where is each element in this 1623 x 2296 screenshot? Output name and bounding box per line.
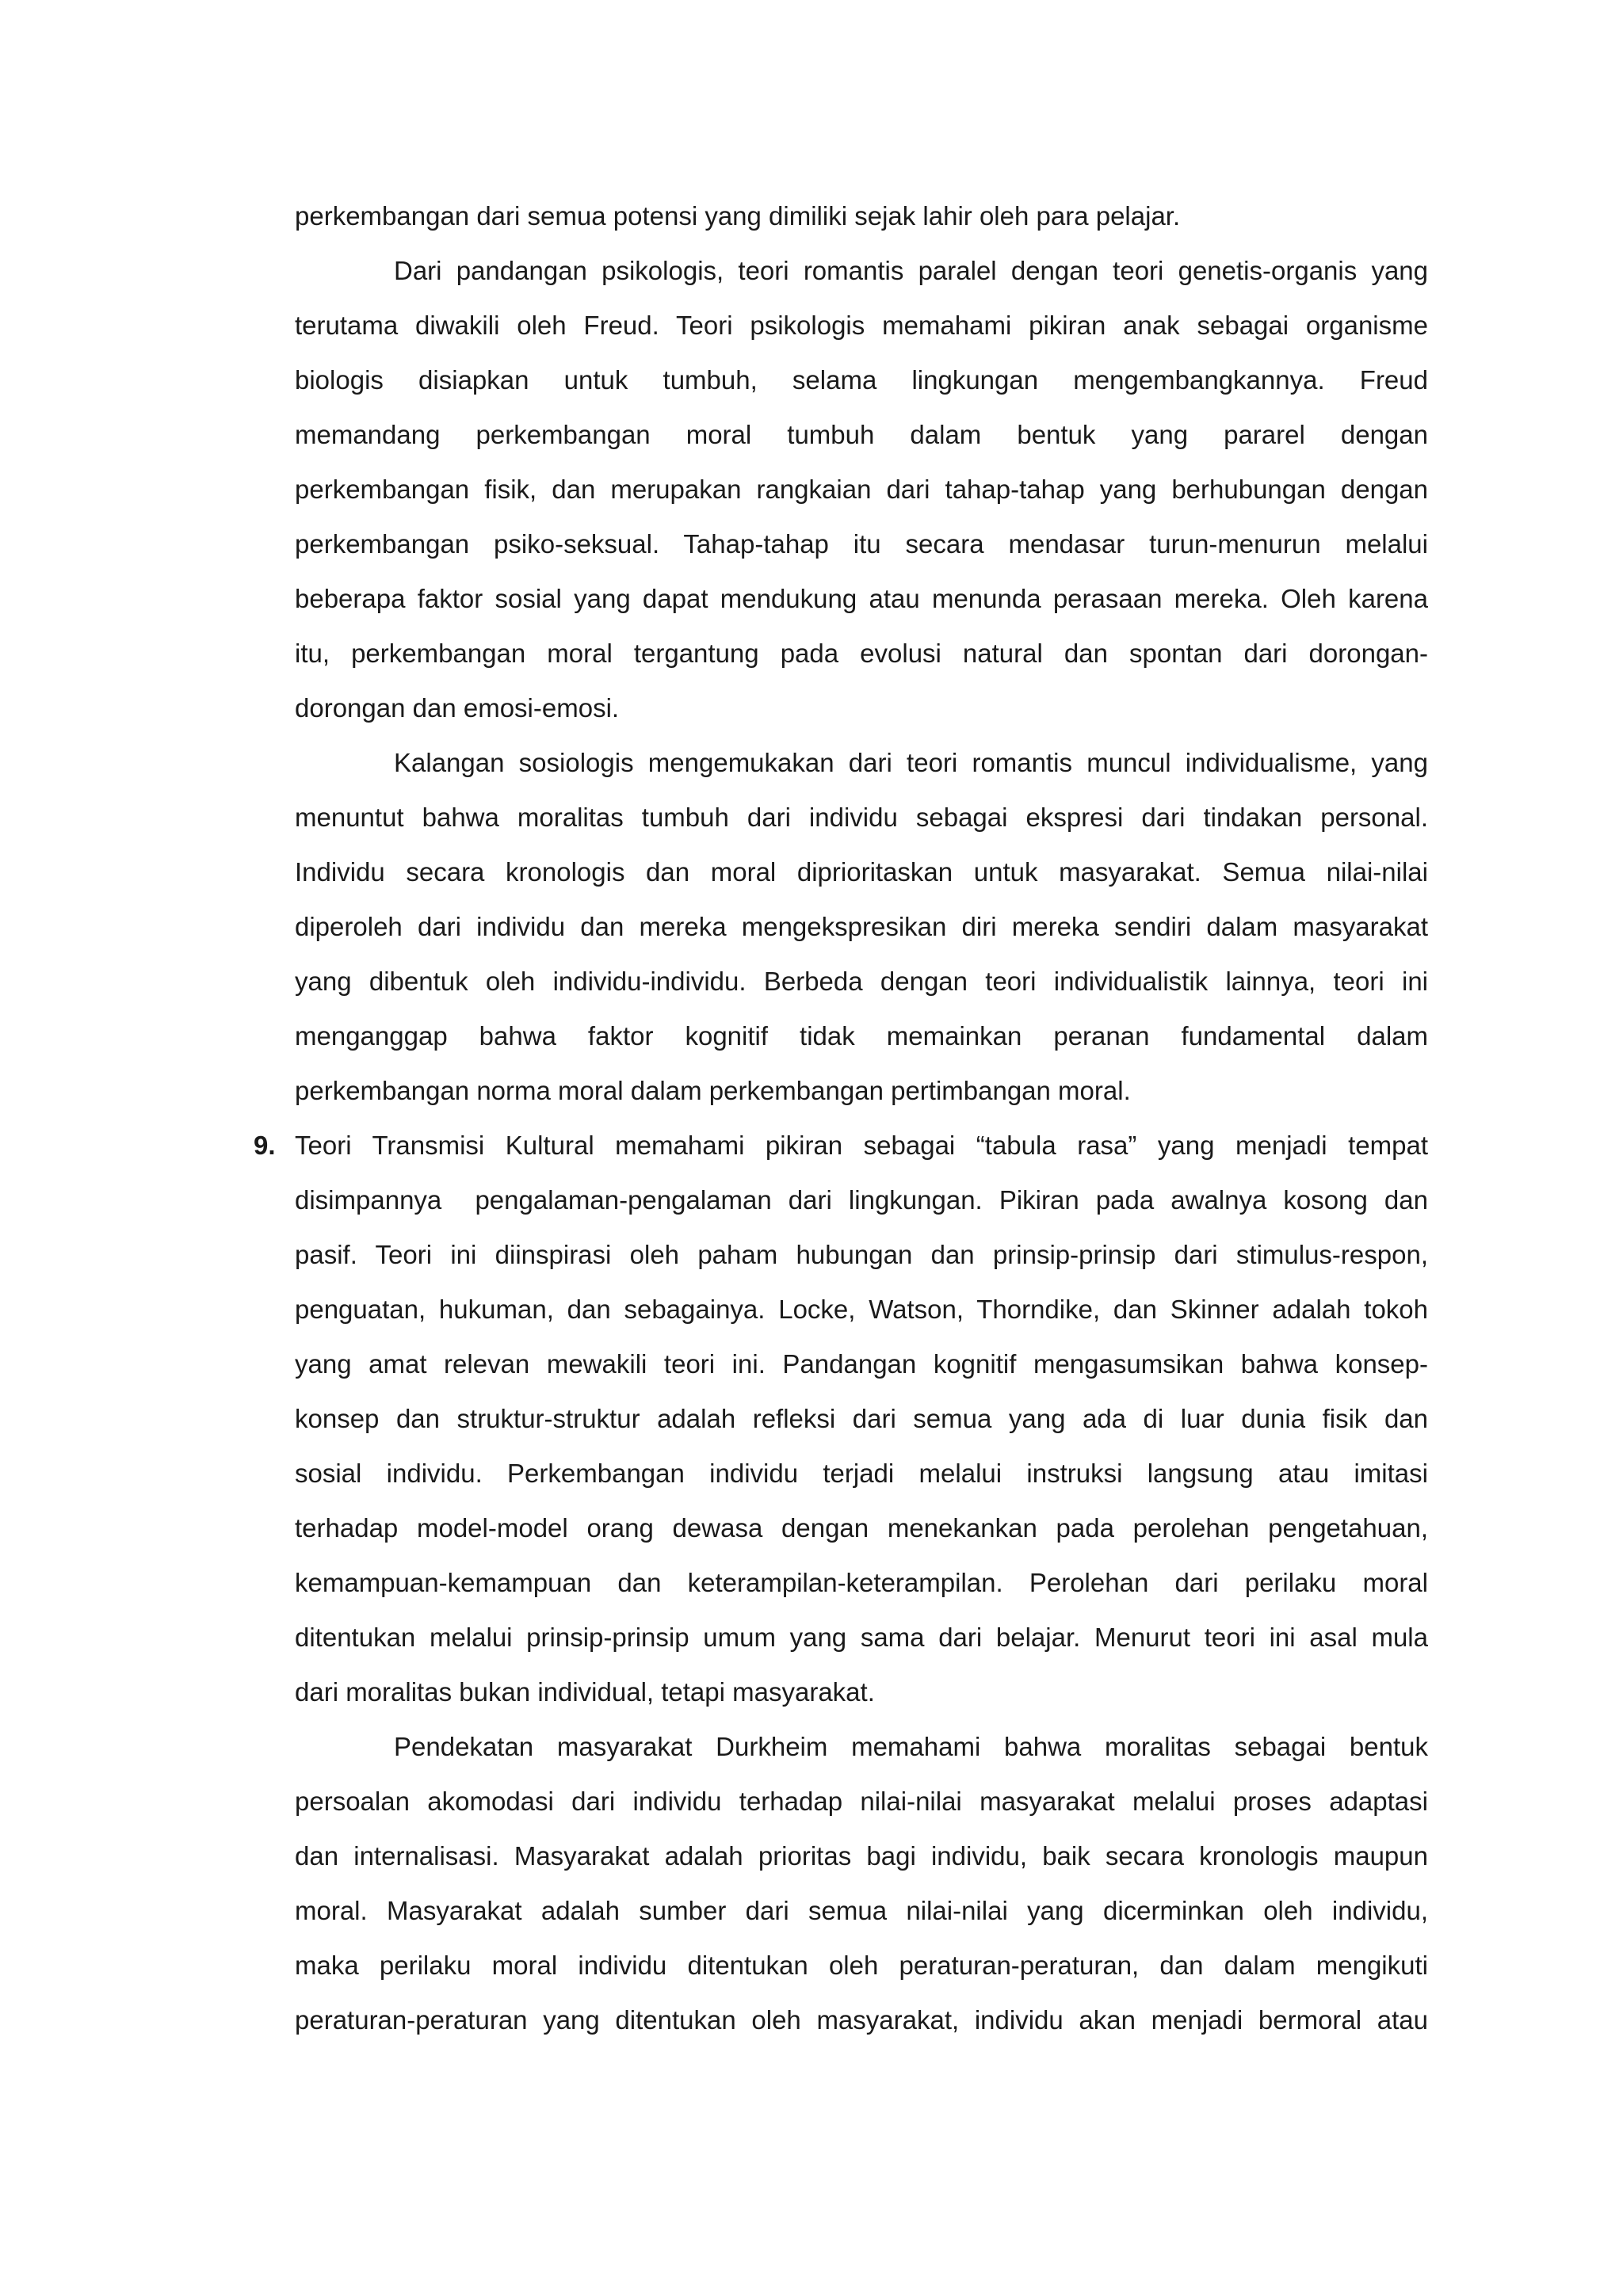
text-line: diperoleh dari individu dan mereka mengekspresikan diri mereka sendiri dalam masyarakat xyxy=(295,912,1428,941)
text-line: Individu secara kronologis dan moral diprioritaskan untuk masyarakat. Semua nilai-nilai xyxy=(295,857,1428,887)
text-line: Pendekatan masyarakat Durkheim memahami bahwa moralitas sebagai bentuk xyxy=(394,1732,1428,1761)
text-line: menganggap bahwa faktor kognitif tidak memainkan peranan fundamental dalam xyxy=(295,1021,1428,1051)
text-line: Kalangan sosiologis mengemukakan dari teori romantis muncul individualisme, yang xyxy=(394,748,1428,777)
paragraph-freud xyxy=(295,243,1428,735)
document-body xyxy=(254,189,1428,2047)
text-line: perkembangan dari semua potensi yang dimiliki sejak lahir oleh para pelajar. xyxy=(295,201,1181,231)
paragraph-sociology xyxy=(295,735,1428,1118)
text-line: peraturan-peraturan yang ditentukan oleh masyarakat, individu akan menjadi bermoral atau xyxy=(295,2005,1428,2035)
text-line: memandang perkembangan moral tumbuh dalam bentuk yang pararel dengan xyxy=(295,420,1428,449)
list-item-9 xyxy=(254,1118,1428,1719)
text-line: menuntut bahwa moralitas tumbuh dari individu sebagai ekspresi dari tindakan personal. xyxy=(295,803,1428,832)
text-line: Dari pandangan psikologis, teori romantis paralel dengan teori genetis-organis yang xyxy=(394,256,1428,285)
text-line: dari moralitas bukan individual, tetapi masyarakat. xyxy=(295,1677,875,1707)
text-line: perkembangan fisik, dan merupakan rangkaian dari tahap-tahap yang berhubungan dengan xyxy=(295,475,1428,504)
text-line: terutama diwakili oleh Freud. Teori psikologis memahami pikiran anak sebagai organisme xyxy=(295,311,1428,340)
text-line: moral. Masyarakat adalah sumber dari semua nilai-nilai yang dicerminkan oleh individu, xyxy=(295,1896,1428,1925)
text-line: pasif. Teori ini diinspirasi oleh paham hubungan dan prinsip-prinsip dari stimulus-respon, xyxy=(295,1240,1428,1269)
text-line: disimpannya pengalaman-pengalaman dari lingkungan. Pikiran pada awalnya kosong dan xyxy=(295,1185,1428,1215)
text-line: konsep dan struktur-struktur adalah refleksi dari semua yang ada di luar dunia fisik dan xyxy=(295,1404,1428,1433)
list-number: 9. xyxy=(254,1131,276,1160)
text-line: ditentukan melalui prinsip-prinsip umum yang sama dari belajar. Menurut teori ini asal mula xyxy=(295,1623,1428,1652)
text-line: persoalan akomodasi dari individu terhadap nilai-nilai masyarakat melalui proses adaptasi xyxy=(295,1787,1428,1816)
text-line: dan internalisasi. Masyarakat adalah prioritas bagi individu, baik secara kronologis maupun xyxy=(295,1841,1428,1871)
text-line: maka perilaku moral individu ditentukan oleh peraturan-peraturan, dan dalam mengikuti xyxy=(295,1951,1428,1980)
text-line: beberapa faktor sosial yang dapat mendukung atau menunda perasaan mereka. Oleh karena xyxy=(295,584,1428,613)
text-line: itu, perkembangan moral tergantung pada evolusi natural dan spontan dari dorongan- xyxy=(295,639,1428,668)
text-line: terhadap model-model orang dewasa dengan menekankan pada perolehan pengetahuan, xyxy=(295,1513,1428,1543)
text-line: penguatan, hukuman, dan sebagainya. Locke, Watson, Thorndike, dan Skinner adalah tokoh xyxy=(295,1295,1428,1324)
paragraph-durkheim xyxy=(295,1719,1428,2047)
text-line: perkembangan norma moral dalam perkembangan pertimbangan moral. xyxy=(295,1076,1131,1105)
text-line: yang dibentuk oleh individu-individu. Berbeda dengan teori individualistik lainnya, teori ini xyxy=(295,967,1428,996)
text-line: dorongan dan emosi-emosi. xyxy=(295,693,620,723)
text-line: perkembangan psiko-seksual. Tahap-tahap itu secara mendasar turun-menurun melalui xyxy=(295,529,1428,559)
paragraph-continuation xyxy=(295,189,1428,243)
text-line: biologis disiapkan untuk tumbuh, selama lingkungan mengembangkannya. Freud xyxy=(295,365,1428,395)
text-line: kemampuan-kemampuan dan keterampilan-keterampilan. Perolehan dari perilaku moral xyxy=(295,1568,1428,1597)
text-line: sosial individu. Perkembangan individu terjadi melalui instruksi langsung atau imitasi xyxy=(295,1459,1428,1488)
text-line: Teori Transmisi Kultural memahami pikiran sebagai “tabula rasa” yang menjadi tempat xyxy=(295,1131,1428,1160)
text-line: yang amat relevan mewakili teori ini. Pandangan kognitif mengasumsikan bahwa konsep- xyxy=(295,1349,1428,1379)
